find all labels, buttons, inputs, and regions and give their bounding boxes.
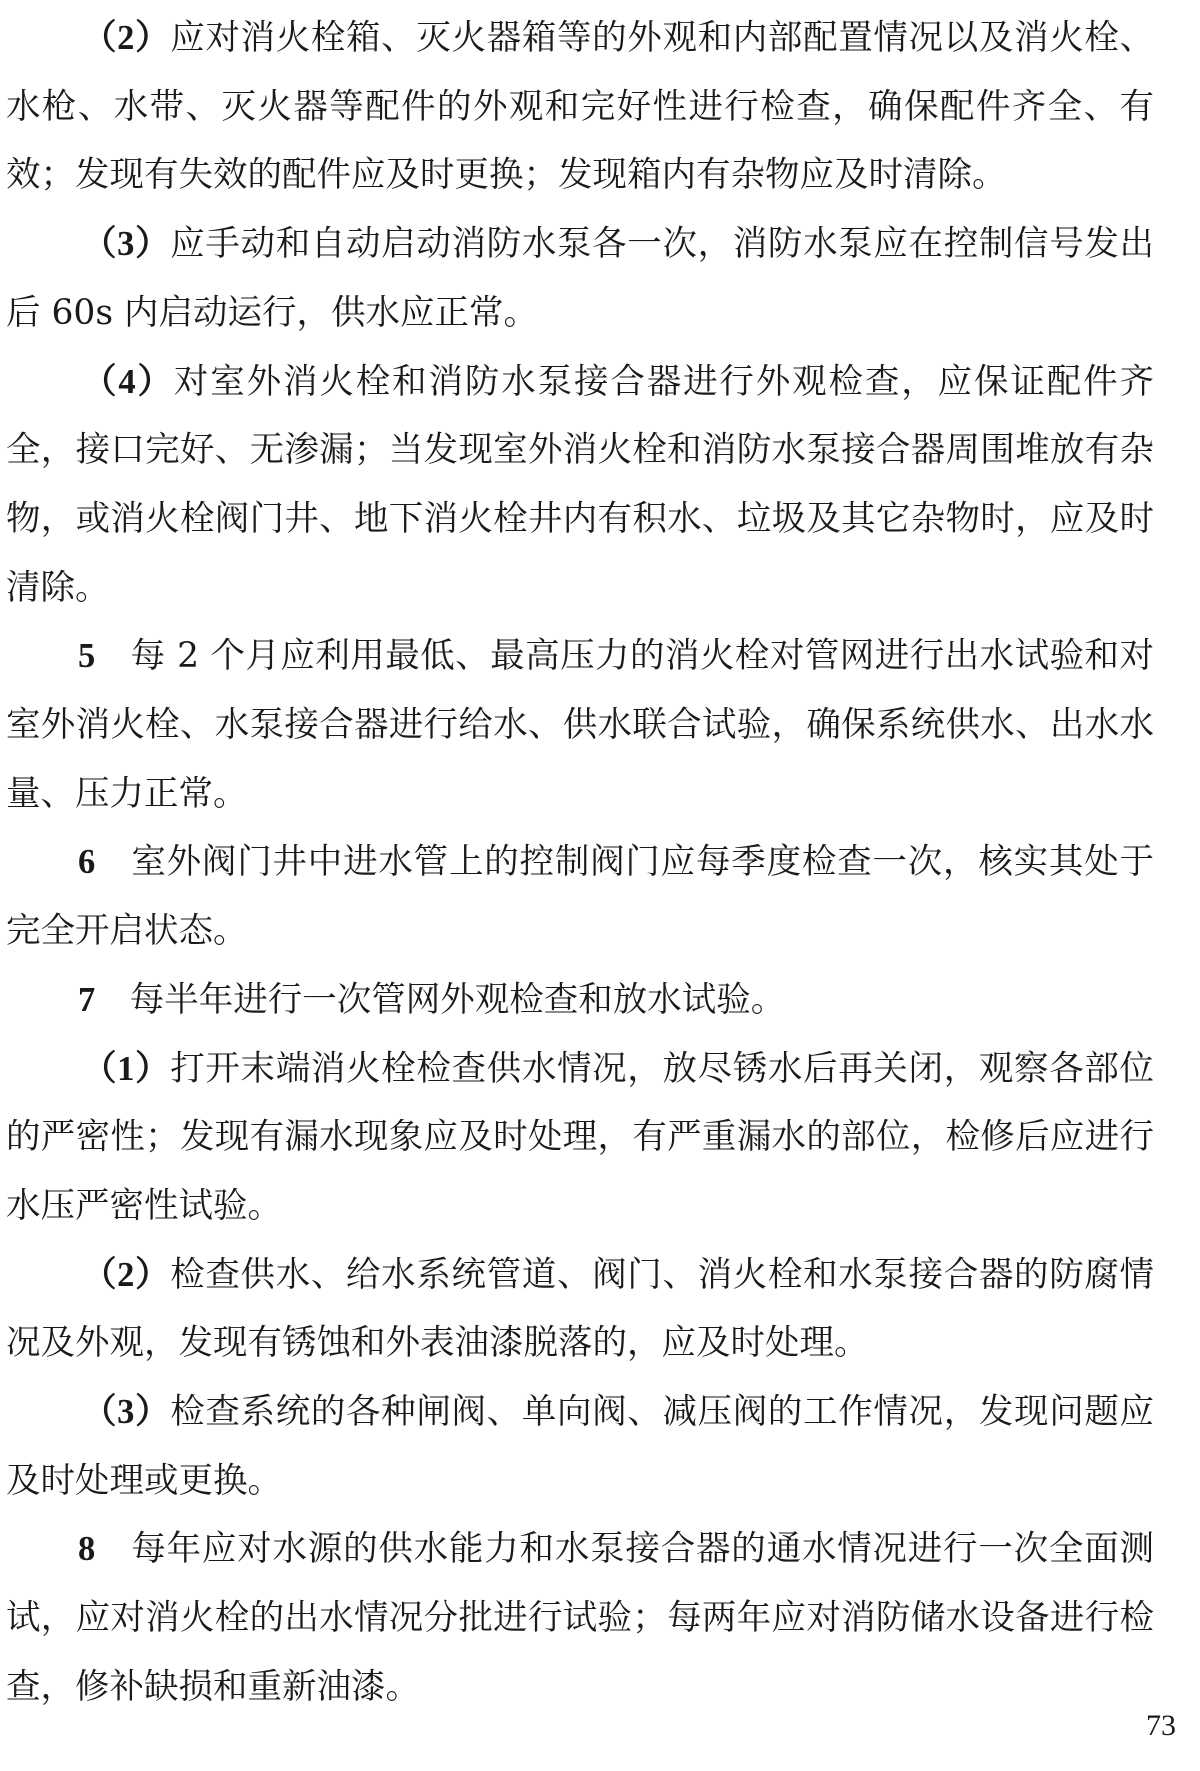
- document-page: [6, 4, 1154, 1764]
- paragraph-10-text: 每年应对水源的供水能力和水泵接合器的通水情况进行一次全面测试，应对消火栓的出水情况分批进行试验；每两年应对消防储水设备进行检查，修补缺损和重新油漆。: [6, 1529, 1154, 1707]
- paragraph-1: [6, 4, 1154, 210]
- paragraph-8: [6, 1241, 1154, 1378]
- paragraph-7-number: （1）: [82, 1049, 171, 1088]
- paragraph-5: [6, 828, 1154, 965]
- paragraph-8-text: 检查供水、给水系统管道、阀门、消火栓和水泵接合器的防腐情况及外观，发现有锈蚀和外表油漆脱落的，应及时处理。: [6, 1254, 1155, 1364]
- paragraph-6-text: 每半年进行一次管网外观检查和放水试验。: [95, 979, 786, 1020]
- paragraph-6: [6, 966, 1154, 1035]
- paragraph-2-number: （3）: [82, 225, 171, 264]
- paragraph-7: [6, 1035, 1154, 1241]
- paragraph-9: [6, 1378, 1154, 1515]
- paragraph-3-text: 对室外消火栓和消防水泵接合器进行外观检查，应保证配件齐全，接口完好、无渗漏；当发现室外消火栓和消防水泵接合器周围堆放有杂物，或消火栓阀门井、地下消火栓井内有积水、垃圾及其它杂物时，应及时清除。: [6, 361, 1155, 608]
- paragraph-1-text: 应对消火栓箱、灭火器箱等的外观和内部配置情况以及消火栓、水枪、水带、灭火器等配件的外观和完好性进行检查，确保配件齐全、有效；发现有失效的配件应及时更换；发现箱内有杂物应及时清除。: [6, 18, 1155, 196]
- paragraph-2-text: 应手动和自动启动消防水泵各一次，消防水泵应在控制信号发出后 60s 内启动运行，供水应正常。: [6, 224, 1155, 333]
- paragraph-9-text: 检查系统的各种闸阀、单向阀、减压阀的工作情况，发现问题应及时处理或更换。: [6, 1392, 1155, 1501]
- paragraph-7-text: 打开末端消火栓检查供水情况，放尽锈水后再关闭，观察各部位的严密性；发现有漏水现象应及时处理，有严重漏水的部位，检修后应进行水压严密性试验。: [6, 1048, 1155, 1226]
- paragraph-9-number: （3）: [82, 1393, 171, 1432]
- paragraph-1-number: （2）: [82, 19, 171, 57]
- paragraph-4: [6, 622, 1154, 828]
- paragraph-6-number: 7: [78, 980, 96, 1019]
- page-number: 73: [1146, 1709, 1176, 1742]
- paragraph-4-number: 5: [78, 637, 96, 676]
- paragraph-2: [6, 210, 1154, 347]
- paragraph-5-text: 室外阀门井中进水管上的控制阀门应每季度检查一次，核实其处于完全开启状态。: [6, 842, 1154, 952]
- paragraph-3: [6, 348, 1154, 623]
- paragraph-5-number: 6: [78, 843, 96, 882]
- paragraph-10: [6, 1515, 1154, 1721]
- paragraph-8-number: （2）: [82, 1255, 171, 1294]
- paragraph-4-text: 每 2 个月应利用最低、最高压力的消火栓对管网进行出水试验和对室外消火栓、水泵接合器进行给水、供水联合试验，确保系统供水、出水水量、压力正常。: [6, 636, 1154, 814]
- paragraph-3-number: （4）: [82, 362, 174, 401]
- paragraph-10-number: 8: [78, 1530, 96, 1569]
